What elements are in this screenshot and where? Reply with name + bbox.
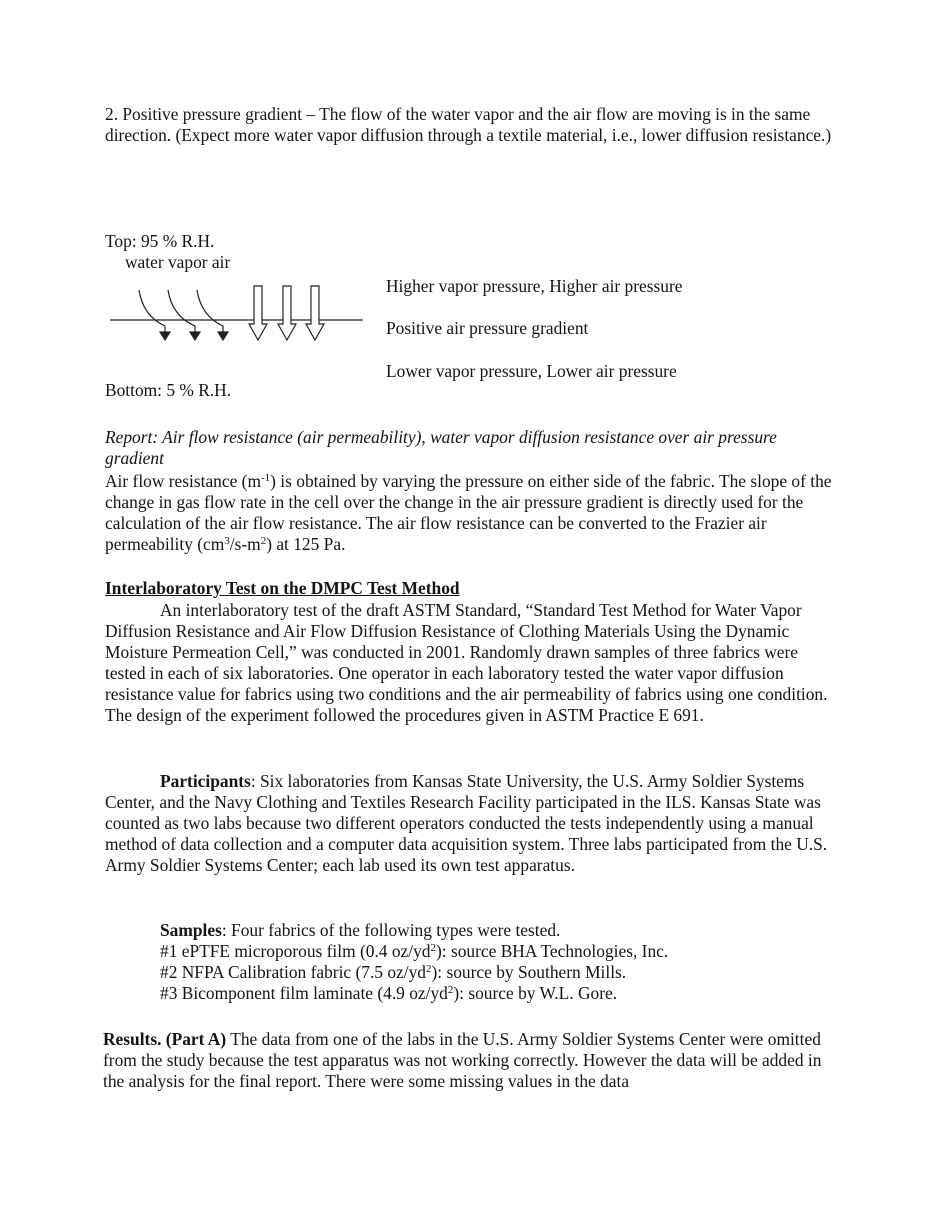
report-paragraph: Air flow resistance $(m^{-1})$ is obtained by varying the pressure on either side of the fabric. The slope of the change in gas flow rate in the cell over the change in the air pressure gradient is directly used for the calculation of the air flow resistance. The air flow resistance can be converted to the Frazier air permeability $(cm^3/s-m^2)$ at 125 Pa. — [105, 471, 832, 554]
label-higher-pressure: Higher vapor pressure, Higher air pressure — [386, 276, 683, 296]
samples-label: Samples — [160, 920, 222, 940]
air-arrow-1 — [249, 286, 267, 340]
pressure-gradient-diagram — [105, 280, 370, 350]
diagram-bottom-label: Bottom: 5 % R.H. — [105, 380, 232, 400]
water-vapor-arrows — [139, 290, 228, 340]
vapor-arrowhead-3 — [218, 332, 228, 340]
vapor-arrow-1 — [139, 290, 165, 332]
diagram-sublabel: water vapor air — [125, 252, 231, 272]
participants-label: Participants — [160, 771, 251, 791]
interlab-heading: Interlaboratory Test on the DMPC Test Method — [105, 578, 460, 598]
vapor-arrowhead-2 — [190, 332, 200, 340]
results-paragraph: Results. (Part A) The data from one of the labs in the U.S. Army Soldier Systems Center were omitted from the study because the test apparatus was not working correctly. However the data will be added in the analysis for the final report. There were some missing values in the data — [103, 1029, 822, 1091]
vapor-arrow-3 — [197, 290, 223, 332]
interlab-paragraph: An interlaboratory test of the draft ASTM Standard, “Standard Test Method for Water Vapor Diffusion Resistance and Air Flow Diffusion Resistance of Clothing Materials Using the Dynamic Moisture Permeation Cell,” was conducted in 2001. Randomly drawn samples of three fabrics were tested in each of six laboratories. One operator in each laboratory tested the water vapor diffusion resistance value for fabrics using two conditions and the air permeability of fabrics using one condition. The design of the experiment followed the procedures given in ASTM Practice E 691. — [105, 600, 828, 725]
vapor-arrow-2 — [168, 290, 195, 332]
diagram-top-label: Top: 95 % R.H. — [105, 231, 215, 251]
results-label: Results. (Part A) — [103, 1029, 227, 1049]
vapor-arrowhead-1 — [160, 332, 170, 340]
sample-item: #3 Bicomponent film laminate (4.9 $oz/yd^2$): source by W.L. Gore. — [160, 983, 618, 1003]
section-2-paragraph: 2. Positive pressure gradient – The flow of the water vapor and the air flow are moving is in the same direction. (Expect more water vapor diffusion through a textile material, i.e., lower diffusion resistance.) — [105, 104, 832, 145]
sample-item: #2 NFPA Calibration fabric (7.5 $oz/yd^2$): source by Southern Mills. — [160, 962, 627, 982]
report-title: Report: Air flow resistance (air permeability), water vapor diffusion resistance over air pressure gradient — [105, 427, 777, 468]
air-arrow-2 — [278, 286, 296, 340]
air-arrow-3 — [306, 286, 324, 340]
label-lower-pressure: Lower vapor pressure, Lower air pressure — [386, 361, 677, 381]
label-gradient: Positive air pressure gradient — [386, 318, 589, 338]
participants-paragraph: Participants: Six laboratories from Kansas State University, the U.S. Army Soldier Systems Center, and the Navy Clothing and Textiles Research Facility participated in the ILS. Kansas State was counted as two labs because two different operators conducted the tests independently using a manual method of data collection and a computer data acquisition system. Three labs participated from the U.S. Army Soldier Systems Center; each lab used its own test apparatus. — [105, 771, 828, 875]
samples-block: Samples: Four fabrics of the following types were tested. #1 ePTFE microporous film (0.4 $oz/yd^2$): source BHA Technologies, Inc. #2 NFPA Calibration fabric (7.5 $oz/yd^2$): source by Southern Mills. #3 Bicomponent film laminate (4.9 $oz/yd^2$): source by W.L. Gore. — [160, 920, 840, 1004]
sample-item: #1 ePTFE microporous film (0.4 $oz/yd^2$): source BHA Technologies, Inc. — [160, 941, 669, 961]
air-flow-arrows — [249, 286, 324, 340]
